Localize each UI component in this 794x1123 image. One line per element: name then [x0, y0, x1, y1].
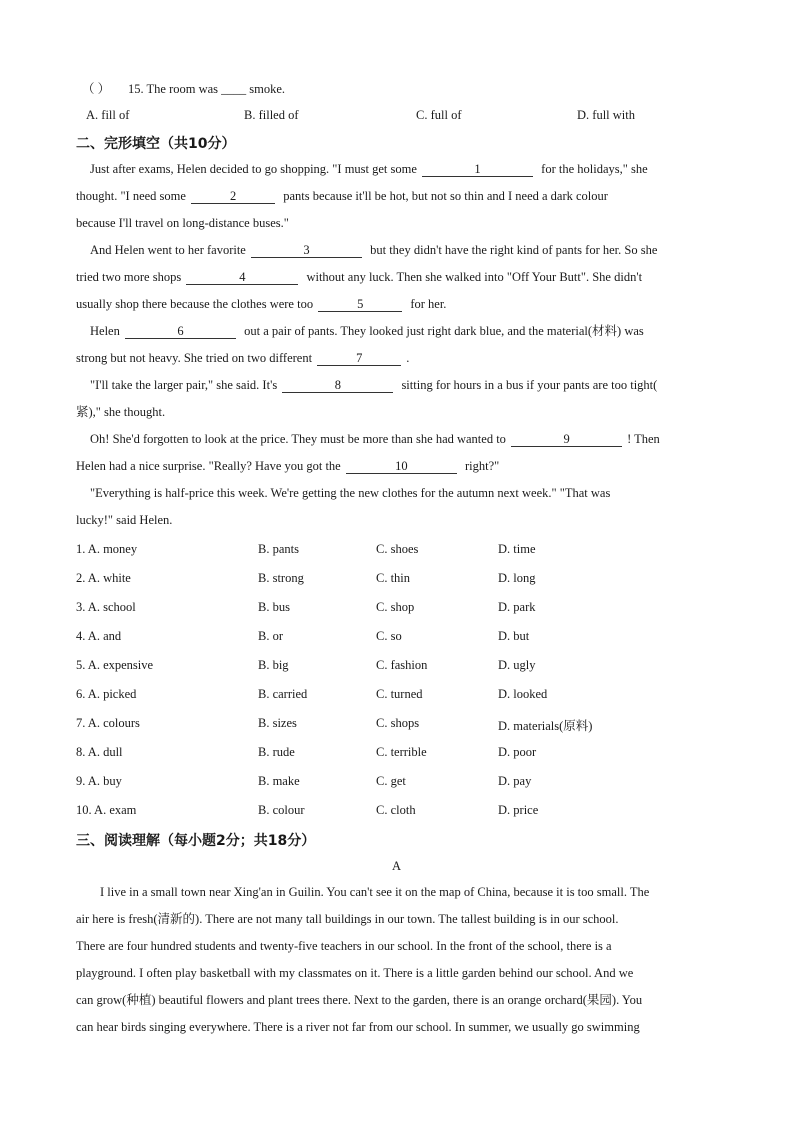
passage-text: ! Then: [627, 432, 660, 446]
passage-line: [76, 237, 721, 264]
choice-row: [76, 540, 721, 569]
section-title-cloze: 二、完形填空（共10分）: [76, 136, 236, 152]
passage-line: 紧)," she thought.: [76, 405, 166, 419]
passage-line: [76, 372, 721, 399]
choice-option: D. looked: [498, 687, 548, 701]
choice-option: 6. A. picked: [76, 687, 137, 701]
choice-option: 4. A. and: [76, 629, 122, 643]
choice-option: 9. A. buy: [76, 774, 122, 788]
passage-line: because I'll travel on long-distance buses.": [76, 216, 289, 230]
blank-7: 7: [317, 351, 401, 366]
reading-passage-a: [76, 879, 721, 1041]
choice-row: [76, 685, 721, 714]
question-15-text: 15. The room was ____ smoke.: [128, 82, 286, 96]
passage-text: right?": [464, 459, 500, 473]
choice-option: C. cloth: [376, 803, 416, 817]
choice-option: 7. A. colours: [76, 716, 140, 730]
choice-option: B. colour: [258, 803, 305, 817]
passage-text: pants because it'll be hot, but not so thin and I need a dark colour: [283, 189, 608, 203]
choice-option: B. bus: [258, 600, 290, 614]
choice-option: C. turned: [376, 687, 423, 701]
choice-option: D. poor: [498, 745, 537, 759]
choice-option: C. shoes: [376, 542, 419, 556]
choice-option: 2. A. white: [76, 571, 131, 585]
choice-row: [76, 772, 721, 801]
choice-option: B. rude: [258, 745, 295, 759]
choice-option: D. time: [498, 542, 536, 556]
passage-text: usually shop there because the clothes were too: [76, 297, 314, 311]
passage-line: air here is fresh(清新的). There are not many tall buildings in our town. The tallest building is in our school.: [76, 912, 619, 926]
blank-6: 6: [125, 324, 236, 339]
passage-text: "I'll take the larger pair," she said. It's: [90, 378, 278, 392]
blank-1: 1: [422, 162, 533, 177]
choice-row: [76, 598, 721, 627]
choice-option: 5. A. expensive: [76, 658, 154, 672]
choice-row: [76, 743, 721, 772]
answer-paren: （ ）: [82, 82, 111, 96]
choice-row: [76, 714, 721, 743]
choice-option: D. pay: [498, 774, 532, 788]
blank-10: 10: [346, 459, 457, 474]
choice-row: [76, 801, 721, 830]
passage-text: out a pair of pants. They looked just right dark blue, and the material(材料) was: [244, 324, 644, 338]
passage-text: Oh! She'd forgotten to look at the price. They must be more than she had wanted to: [90, 432, 506, 446]
choice-option: C. thin: [376, 571, 411, 585]
blank-4: 4: [186, 270, 298, 285]
passage-text: Helen: [90, 324, 120, 338]
question-15-options: [86, 108, 726, 124]
option-d: D. full with: [577, 108, 635, 122]
passage-line: playground. I often play basketball with my classmates on it. There is a little garden behind our school. And we: [76, 966, 634, 980]
passage-text: Helen had a nice surprise. "Really? Have you got the: [76, 459, 341, 473]
choice-option: B. strong: [258, 571, 304, 585]
choice-option: C. terrible: [376, 745, 427, 759]
passage-line: [76, 426, 721, 453]
choice-option: B. big: [258, 658, 289, 672]
passage-text: tried two more shops: [76, 270, 182, 284]
passage-line: can grow(种植) beautiful flowers and plant trees there. Next to the garden, there is an orange orchard(果园). You: [76, 993, 643, 1007]
blank-3: 3: [251, 243, 362, 258]
choice-option: D. park: [498, 600, 536, 614]
option-b: B. filled of: [244, 108, 299, 122]
passage-line: [76, 453, 721, 480]
choice-option: 10. A. exam: [76, 803, 137, 817]
choice-option: B. or: [258, 629, 283, 643]
blank-9: 9: [511, 432, 622, 447]
passage-text: sitting for hours in a bus if your pants are too tight(: [401, 378, 658, 392]
choice-option: 8. A. dull: [76, 745, 123, 759]
choice-option: D. price: [498, 803, 539, 817]
section-title-reading: 三、阅读理解（每小题2分；共18分）: [76, 833, 316, 849]
blank-5: 5: [318, 297, 402, 312]
passage-line: [76, 183, 721, 210]
choice-option: 1. A. money: [76, 542, 138, 556]
passage-line: [76, 156, 721, 183]
passage-text: without any luck. Then she walked into "Off Your Butt". She didn't: [306, 270, 643, 284]
choice-option: B. pants: [258, 542, 299, 556]
passage-line: [76, 318, 721, 345]
passage-text: .: [406, 351, 410, 365]
option-c: C. full of: [416, 108, 462, 122]
passage-line: I live in a small town near Xing'an in Guilin. You can't see it on the map of China, because it is too small. The: [100, 885, 650, 899]
choice-option: C. shop: [376, 600, 415, 614]
cloze-choices: [76, 540, 721, 830]
choice-option: D. long: [498, 571, 536, 585]
passage-line: [76, 264, 721, 291]
passage-label-a: A: [392, 859, 402, 873]
choice-option: B. carried: [258, 687, 308, 701]
choice-option: B. sizes: [258, 716, 297, 730]
choice-row: [76, 656, 721, 685]
choice-option: C. shops: [376, 716, 420, 730]
choice-row: [76, 569, 721, 598]
choice-option: D. but: [498, 629, 530, 643]
option-a: A. fill of: [86, 108, 130, 122]
choice-option: D. materials(原料): [498, 719, 593, 733]
passage-line: [76, 291, 721, 318]
passage-line: lucky!" said Helen.: [76, 513, 173, 527]
question-15: [82, 81, 285, 97]
choice-option: C. so: [376, 629, 402, 643]
choice-option: 3. A. school: [76, 600, 136, 614]
passage-text: And Helen went to her favorite: [90, 243, 246, 257]
choice-option: C. get: [376, 774, 406, 788]
passage-text: strong but not heavy. She tried on two different: [76, 351, 313, 365]
cloze-passage: [76, 156, 721, 534]
choice-option: D. ugly: [498, 658, 536, 672]
passage-text: thought. "I need some: [76, 189, 186, 203]
passage-text: for her.: [410, 297, 447, 311]
passage-line: "Everything is half-price this week. We're getting the new clothes for the autumn next week." "That was: [90, 486, 611, 500]
passage-line: [76, 345, 721, 372]
passage-text: for the holidays," she: [541, 162, 648, 176]
passage-line: can hear birds singing everywhere. There is a river not far from our school. In summer, we usually go swimming: [76, 1020, 640, 1034]
blank-8: 8: [282, 378, 393, 393]
passage-text: Just after exams, Helen decided to go shopping. "I must get some: [90, 162, 417, 176]
blank-2: 2: [191, 189, 275, 204]
choice-row: [76, 627, 721, 656]
passage-text: but they didn't have the right kind of pants for her. So she: [370, 243, 658, 257]
passage-line: There are four hundred students and twenty-five teachers in our school. In the front of the school, there is a: [76, 939, 612, 953]
choice-option: C. fashion: [376, 658, 428, 672]
choice-option: B. make: [258, 774, 300, 788]
